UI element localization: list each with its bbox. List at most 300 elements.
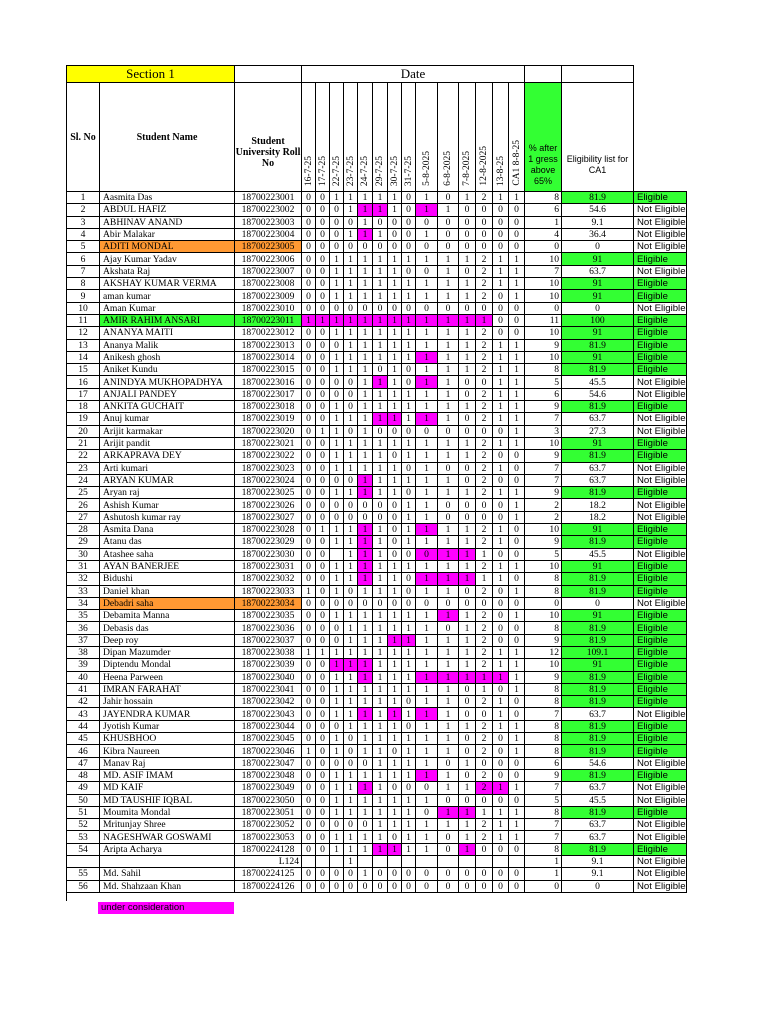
cell-attendance: 0	[358, 819, 373, 831]
cell-attendance: 0	[302, 339, 316, 351]
cell-attendance: 0	[476, 511, 493, 523]
cell-attendance: 1	[402, 474, 416, 486]
cell-percent: 91	[562, 560, 634, 572]
cell-attendance: 1	[438, 265, 459, 277]
cell-attendance: 1	[358, 524, 373, 536]
cell-sl: 15	[67, 364, 100, 376]
cell-roll: 18700223027	[235, 511, 302, 523]
cell-attendance: 0	[388, 548, 402, 560]
cell-sl: 39	[67, 659, 100, 671]
cell-attendance: 1	[344, 351, 358, 363]
cell-attendance: 1	[330, 265, 344, 277]
cell-attendance: 0	[302, 573, 316, 585]
cell-attendance: 0	[316, 548, 330, 560]
cell-attendance: 0	[493, 314, 509, 326]
table-row	[67, 634, 687, 646]
cell-attendance: 1	[438, 610, 459, 622]
cell-attendance: 1	[388, 720, 402, 732]
cell-name: Abir Malakar	[100, 228, 235, 240]
cell-attendance: 0	[373, 868, 388, 880]
cell-attendance: 1	[344, 327, 358, 339]
cell-name: ANJALI PANDEY	[100, 388, 235, 400]
cell-attendance: 0	[459, 511, 476, 523]
cell-attendance: 1	[416, 843, 438, 855]
cell-attendance: 1	[459, 401, 476, 413]
cell-attendance: 0	[316, 450, 330, 462]
cell-roll: 18700223034	[235, 597, 302, 609]
cell-attendance: 0	[344, 388, 358, 400]
cell-attendance: 1	[509, 659, 525, 671]
cell-attendance: 1	[358, 314, 373, 326]
cell-attendance: 0	[388, 597, 402, 609]
cell-attendance: 0	[373, 597, 388, 609]
cell-attendance: 1	[416, 339, 438, 351]
cell-attendance: 1	[438, 474, 459, 486]
table-row	[67, 696, 687, 708]
cell-percent: 81.9	[562, 806, 634, 818]
cell-ca1: 10	[525, 351, 562, 363]
cell-attendance: 0	[316, 720, 330, 732]
cell-ca1: 0	[525, 302, 562, 314]
cell-percent: 81.9	[562, 683, 634, 695]
cell-attendance: 0	[302, 302, 316, 314]
cell-attendance: 1	[416, 646, 438, 658]
cell-eligibility: Not Eligible	[634, 425, 687, 437]
table-row	[67, 548, 687, 560]
cell-attendance: 2	[476, 339, 493, 351]
table-row	[67, 487, 687, 499]
cell-ca1: 8	[525, 683, 562, 695]
table-row	[67, 757, 687, 769]
cell-attendance: 0	[330, 216, 344, 228]
cell-attendance: 0	[330, 228, 344, 240]
cell-attendance: 1	[509, 388, 525, 400]
cell-attendance: 1	[344, 339, 358, 351]
cell-eligibility: Eligible	[634, 327, 687, 339]
cell-percent: 91	[562, 290, 634, 302]
cell-attendance: 0	[344, 757, 358, 769]
cell-attendance: 0	[302, 708, 316, 720]
cell-eligibility: Not Eligible	[634, 597, 687, 609]
cell-attendance: 1	[330, 671, 344, 683]
cell-attendance: 0	[316, 573, 330, 585]
cell-attendance: 0	[402, 462, 416, 474]
cell-attendance: 1	[493, 339, 509, 351]
cell-attendance: 1	[416, 720, 438, 732]
cell-attendance	[358, 856, 373, 868]
cell-attendance: 0	[509, 708, 525, 720]
cell-attendance: 1	[509, 585, 525, 597]
cell-attendance: 2	[476, 450, 493, 462]
cell-attendance: 1	[330, 487, 344, 499]
cell-attendance: 0	[459, 302, 476, 314]
cell-attendance: 1	[330, 560, 344, 572]
cell-name: ANKITA GUCHAIT	[100, 401, 235, 413]
cell-attendance: 1	[416, 228, 438, 240]
cell-attendance: 1	[373, 757, 388, 769]
cell-sl: 32	[67, 573, 100, 585]
cell-attendance: 1	[493, 192, 509, 204]
cell-attendance: 1	[438, 290, 459, 302]
cell-attendance: 1	[358, 401, 373, 413]
cell-roll: 18700223013	[235, 339, 302, 351]
cell-roll: L124	[235, 856, 302, 868]
cell-sl: 14	[67, 351, 100, 363]
cell-ca1: 9	[525, 634, 562, 646]
cell-attendance: 0	[358, 880, 373, 892]
cell-attendance: 1	[388, 376, 402, 388]
cell-sl: 26	[67, 499, 100, 511]
cell-attendance: 0	[302, 524, 316, 536]
cell-percent: 91	[562, 659, 634, 671]
cell-attendance: 1	[416, 696, 438, 708]
cell-attendance: 1	[388, 327, 402, 339]
cell-attendance: 1	[416, 610, 438, 622]
cell-attendance: 0	[416, 241, 438, 253]
cell-attendance: 0	[402, 425, 416, 437]
cell-attendance: 1	[416, 474, 438, 486]
cell-attendance: 1	[388, 757, 402, 769]
cell-eligibility: Not Eligible	[634, 880, 687, 892]
table-row	[67, 376, 687, 388]
cell-roll: 18700223031	[235, 560, 302, 572]
cell-attendance: 1	[493, 351, 509, 363]
border-line	[66, 889, 67, 901]
cell-attendance: 0	[402, 573, 416, 585]
cell-attendance: 1	[402, 511, 416, 523]
cell-attendance: 0	[316, 302, 330, 314]
cell-attendance: 1	[358, 560, 373, 572]
cell-attendance: 1	[416, 659, 438, 671]
table-row	[67, 302, 687, 314]
section-title: Section 1	[67, 66, 235, 83]
cell-attendance: 0	[330, 880, 344, 892]
cell-attendance: 0	[459, 880, 476, 892]
cell-eligibility: Eligible	[634, 192, 687, 204]
cell-ca1: 8	[525, 573, 562, 585]
cell-attendance: 1	[509, 487, 525, 499]
cell-attendance: 1	[373, 733, 388, 745]
cell-attendance: 0	[476, 757, 493, 769]
cell-attendance: 1	[358, 585, 373, 597]
cell-attendance: 1	[509, 364, 525, 376]
cell-eligibility: Not Eligible	[634, 819, 687, 831]
cell-attendance: 0	[316, 487, 330, 499]
cell-percent: 9.1	[562, 868, 634, 880]
cell-attendance: 0	[402, 216, 416, 228]
cell-name: Diptendu Mondal	[100, 659, 235, 671]
cell-attendance: 1	[416, 462, 438, 474]
cell-ca1: 10	[525, 253, 562, 265]
cell-attendance: 1	[402, 499, 416, 511]
cell-roll: 18700223044	[235, 720, 302, 732]
cell-attendance: 1	[344, 831, 358, 843]
cell-attendance: 1	[509, 265, 525, 277]
cell-attendance: 1	[358, 696, 373, 708]
cell-attendance: 1	[330, 733, 344, 745]
cell-attendance: 1	[493, 696, 509, 708]
cell-name: ABDUL HAFIZ	[100, 204, 235, 216]
cell-attendance: 0	[459, 499, 476, 511]
cell-attendance: 1	[358, 487, 373, 499]
cell-percent: 81.9	[562, 364, 634, 376]
cell-attendance: 1	[459, 806, 476, 818]
cell-eligibility: Eligible	[634, 314, 687, 326]
cell-attendance: 2	[476, 487, 493, 499]
cell-attendance: 0	[344, 302, 358, 314]
cell-attendance: 1	[330, 364, 344, 376]
table-row	[67, 265, 687, 277]
cell-attendance: 1	[330, 524, 344, 536]
cell-attendance: 0	[330, 868, 344, 880]
cell-attendance: 0	[493, 290, 509, 302]
cell-roll: 18700223012	[235, 327, 302, 339]
cell-attendance: 2	[476, 819, 493, 831]
cell-attendance: 0	[438, 425, 459, 437]
cell-attendance: 1	[344, 314, 358, 326]
cell-attendance: 1	[330, 437, 344, 449]
cell-name: AYAN BANERJEE	[100, 560, 235, 572]
cell-ca1: 7	[525, 413, 562, 425]
cell-attendance: 0	[459, 388, 476, 400]
cell-eligibility: Eligible	[634, 364, 687, 376]
cell-attendance: 1	[330, 573, 344, 585]
cell-ca1: 2	[525, 499, 562, 511]
cell-attendance: 1	[402, 437, 416, 449]
cell-ca1: 7	[525, 474, 562, 486]
cell-attendance: 0	[509, 868, 525, 880]
cell-attendance: 1	[373, 474, 388, 486]
cell-attendance: 1	[373, 769, 388, 781]
cell-attendance: 1	[438, 733, 459, 745]
table-row	[67, 192, 687, 204]
cell-attendance: 1	[373, 548, 388, 560]
cell-roll: 18700223050	[235, 794, 302, 806]
cell-attendance: 1	[388, 278, 402, 290]
cell-attendance: 1	[373, 646, 388, 658]
cell-attendance: 0	[302, 560, 316, 572]
cell-attendance: 1	[344, 536, 358, 548]
cell-attendance: 1	[388, 794, 402, 806]
cell-attendance	[388, 856, 402, 868]
cell-attendance: 1	[330, 659, 344, 671]
cell-attendance: 1	[358, 364, 373, 376]
cell-attendance: 1	[373, 843, 388, 855]
cell-attendance	[373, 856, 388, 868]
cell-ca1: 5	[525, 794, 562, 806]
cell-attendance: 1	[459, 278, 476, 290]
cell-attendance: 1	[344, 671, 358, 683]
cell-ca1: 0	[525, 880, 562, 892]
cell-percent: 54.6	[562, 204, 634, 216]
table-row	[67, 659, 687, 671]
table-row	[67, 573, 687, 585]
cell-attendance: 0	[476, 228, 493, 240]
header-date-10	[459, 83, 476, 192]
cell-attendance: 1	[509, 733, 525, 745]
cell-percent: 36.4	[562, 228, 634, 240]
table-row	[67, 425, 687, 437]
cell-name: Heena Parween	[100, 671, 235, 683]
cell-attendance: 0	[459, 228, 476, 240]
cell-attendance: 0	[438, 622, 459, 634]
cell-attendance: 1	[459, 634, 476, 646]
cell-sl: 13	[67, 339, 100, 351]
cell-attendance: 1	[344, 548, 358, 560]
cell-name: Mritunjay Shree	[100, 819, 235, 831]
table-row	[67, 278, 687, 290]
cell-attendance: 1	[388, 610, 402, 622]
cell-percent: 54.6	[562, 757, 634, 769]
cell-attendance: 0	[509, 634, 525, 646]
cell-percent: 9.1	[562, 856, 634, 868]
cell-attendance: 1	[373, 671, 388, 683]
cell-attendance: 0	[330, 819, 344, 831]
cell-attendance: 2	[476, 474, 493, 486]
table-row	[67, 708, 687, 720]
cell-attendance: 1	[373, 388, 388, 400]
cell-name: ABHINAV ANAND	[100, 216, 235, 228]
cell-attendance: 1	[459, 192, 476, 204]
cell-attendance: 0	[316, 327, 330, 339]
cell-attendance: 1	[493, 462, 509, 474]
cell-eligibility: Not Eligible	[634, 241, 687, 253]
cell-attendance: 0	[493, 474, 509, 486]
cell-attendance: 1	[493, 388, 509, 400]
cell-attendance: 1	[416, 733, 438, 745]
cell-attendance: 0	[509, 450, 525, 462]
cell-roll: 18700223049	[235, 782, 302, 794]
cell-percent: 9.1	[562, 216, 634, 228]
cell-attendance: 1	[509, 351, 525, 363]
cell-attendance: 0	[388, 745, 402, 757]
cell-sl	[67, 856, 100, 868]
cell-name: MD TAUSHIF IQBAL	[100, 794, 235, 806]
cell-name: Debamita Manna	[100, 610, 235, 622]
cell-roll: 18700223009	[235, 290, 302, 302]
cell-attendance: 1	[493, 560, 509, 572]
cell-attendance: 1	[358, 327, 373, 339]
header-date-11	[476, 83, 493, 192]
cell-attendance: 1	[330, 806, 344, 818]
cell-attendance: 1	[344, 253, 358, 265]
cell-attendance: 0	[316, 339, 330, 351]
cell-attendance: 1	[416, 524, 438, 536]
cell-ca1: 10	[525, 290, 562, 302]
cell-attendance: 1	[509, 278, 525, 290]
cell-attendance: 1	[416, 536, 438, 548]
cell-attendance: 1	[438, 339, 459, 351]
cell-attendance: 1	[493, 253, 509, 265]
cell-attendance: 0	[302, 388, 316, 400]
cell-roll: 18700223011	[235, 314, 302, 326]
cell-attendance: 0	[302, 401, 316, 413]
cell-percent: 45.5	[562, 376, 634, 388]
cell-attendance: 1	[402, 708, 416, 720]
cell-ca1: 11	[525, 314, 562, 326]
cell-attendance: 1	[416, 253, 438, 265]
cell-attendance: 0	[344, 241, 358, 253]
cell-attendance	[316, 856, 330, 868]
cell-attendance: 0	[302, 782, 316, 794]
cell-attendance	[476, 856, 493, 868]
cell-attendance: 2	[476, 536, 493, 548]
cell-attendance: 1	[358, 437, 373, 449]
cell-roll: 18700223001	[235, 192, 302, 204]
cell-attendance: 0	[316, 499, 330, 511]
cell-percent: 63.7	[562, 265, 634, 277]
cell-attendance: 1	[402, 659, 416, 671]
cell-attendance: 1	[373, 634, 388, 646]
cell-ca1: 5	[525, 548, 562, 560]
cell-attendance: 0	[509, 843, 525, 855]
cell-eligibility: Eligible	[634, 683, 687, 695]
cell-attendance: 2	[476, 401, 493, 413]
cell-eligibility: Eligible	[634, 253, 687, 265]
cell-attendance: 1	[388, 437, 402, 449]
cell-percent: 63.7	[562, 462, 634, 474]
table-row	[67, 474, 687, 486]
cell-attendance: 1	[416, 560, 438, 572]
cell-attendance: 1	[330, 782, 344, 794]
cell-sl: 54	[67, 843, 100, 855]
table-row	[67, 524, 687, 536]
cell-attendance: 0	[373, 425, 388, 437]
cell-attendance: 1	[438, 634, 459, 646]
cell-attendance: 1	[373, 659, 388, 671]
cell-attendance: 0	[302, 880, 316, 892]
table-row	[67, 437, 687, 449]
cell-attendance: 0	[302, 413, 316, 425]
cell-attendance	[509, 856, 525, 868]
cell-eligibility: Not Eligible	[634, 831, 687, 843]
cell-name: Ashutosh kumar ray	[100, 511, 235, 523]
cell-attendance: 0	[344, 819, 358, 831]
cell-attendance: 0	[476, 425, 493, 437]
cell-attendance: 1	[344, 487, 358, 499]
cell-attendance: 1	[416, 351, 438, 363]
cell-attendance: 0	[402, 241, 416, 253]
cell-attendance: 0	[316, 253, 330, 265]
cell-attendance: 1	[388, 819, 402, 831]
cell-attendance: 0	[493, 622, 509, 634]
cell-attendance: 1	[493, 708, 509, 720]
cell-eligibility: Eligible	[634, 646, 687, 658]
cell-attendance: 1	[388, 843, 402, 855]
cell-attendance: 0	[330, 388, 344, 400]
cell-attendance: 2	[476, 696, 493, 708]
cell-attendance	[438, 856, 459, 868]
cell-attendance: 0	[344, 745, 358, 757]
date-label: 13-8-25	[495, 155, 506, 186]
cell-eligibility: Not Eligible	[634, 782, 687, 794]
cell-attendance: 1	[373, 450, 388, 462]
cell-attendance: 1	[316, 646, 330, 658]
cell-attendance: 0	[302, 474, 316, 486]
cell-attendance	[459, 856, 476, 868]
cell-roll: 18700223040	[235, 671, 302, 683]
cell-attendance: 0	[330, 241, 344, 253]
cell-attendance: 1	[358, 831, 373, 843]
cell-attendance: 1	[358, 646, 373, 658]
cell-attendance: 0	[316, 671, 330, 683]
cell-attendance: 1	[388, 659, 402, 671]
cell-attendance: 1	[388, 265, 402, 277]
cell-attendance: 0	[402, 228, 416, 240]
cell-ca1: 4	[525, 228, 562, 240]
cell-attendance: 2	[476, 585, 493, 597]
cell-ca1: 8	[525, 806, 562, 818]
